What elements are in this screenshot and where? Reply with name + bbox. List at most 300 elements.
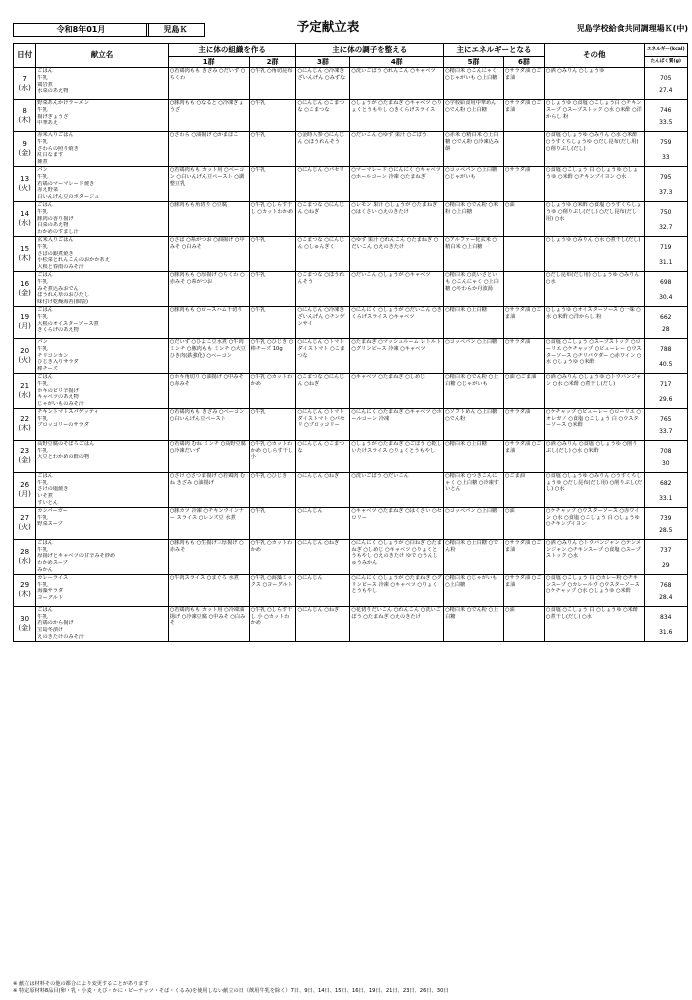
energy-value: 765 — [660, 415, 672, 423]
protein-value: 40.5 — [659, 361, 673, 369]
g3-ingredients-cell: ○にんじん ○冷凍きざいんげん ○チンゲンサイ — [296, 306, 350, 338]
nutrition-cell — [644, 373, 687, 408]
nutrition-cell — [644, 539, 687, 574]
nutrition-cell — [644, 606, 687, 641]
g2-ingredients-cell: ○牛乳 — [249, 306, 296, 338]
g1-ingredients-cell: ○牛肉スライス ○まぐろ 水煮 — [168, 574, 249, 606]
day-number: 29 — [20, 581, 30, 590]
protein-value: 27.4 — [659, 87, 673, 95]
menu-table-body — [14, 68, 688, 642]
menu-name-header: 献立名 — [36, 44, 168, 68]
g2-ingredients-cell: ○牛乳 ○カットわかめ ○しらす干し 小 — [249, 440, 296, 472]
menu-item: 牛乳 — [37, 345, 48, 352]
g5-ingredients-cell: ○精白米 ○上白糖 — [444, 306, 504, 338]
other-ingredients-cell: ○食塩 ○しょうゆ ○みりん ○うすくちしょうゆ ○だし昆布(だし用) ○削りぶし(だし) ○水 — [544, 472, 644, 507]
g4-ingredients-cell: ○だいこん ○ゆず 果汁 ○ごぼう — [350, 132, 444, 167]
menu-item: わかめのすまし汁 — [37, 229, 79, 236]
g4-ingredients-cell: ○にんにく ○しょうが ○だいこん ○きくらげスライス ○キャベツ — [350, 306, 444, 338]
menu-item: さけの塩焼き — [37, 486, 69, 493]
g6-ingredients-cell: ○サラダ油 ○ごま油 — [503, 100, 544, 132]
day-of-week: (金) — [18, 456, 31, 465]
document-header — [0, 0, 692, 34]
menu-item: 牛乳 — [37, 278, 48, 285]
nutrition-cell — [644, 472, 687, 507]
menu-names-cell — [36, 132, 168, 167]
menu-names-cell — [36, 68, 168, 100]
menu-item: 牛乳 — [37, 208, 48, 215]
g3-ingredients-cell: ○こまつな ○にんじん ○しゅんぎく — [296, 236, 350, 271]
nutrition-cell — [644, 100, 687, 132]
date-cell — [14, 606, 36, 641]
menu-names-cell — [36, 373, 168, 408]
menu-names-cell — [36, 271, 168, 306]
menu-item: 野菜スープ — [37, 521, 63, 528]
menu-item: ごはん — [37, 373, 53, 380]
table-row — [14, 606, 688, 641]
g3-ingredients-cell: ○こまつな ○にんじん ○ねぎ — [296, 201, 350, 236]
g5-ingredients-cell: ○精白米 ○でん粉 ○上白糖 ○じゃがいも — [444, 373, 504, 408]
day-number: 23 — [20, 447, 30, 456]
g2-ingredients-cell: ○牛乳 ○カットわかめ — [249, 539, 296, 574]
other-ingredients-cell: ○食塩 ○こしょう 白 ○しょうゆ ○米酢 ○煮干し(だし) ○水 — [544, 606, 644, 641]
g4-ingredients-cell: ○しょうが ○たまねぎ ○キャベツ ○りょくとうもやし ○きくらげスライス — [350, 100, 444, 132]
g5-ingredients-cell: ○アルファー化玄米 ○精白米 ○上白糖 — [444, 236, 504, 271]
menu-item: 大根と春雨のみそ汁 — [37, 264, 84, 271]
menu-names-cell — [36, 507, 168, 539]
kitchen-name: 児島学校給食共同調理場Ｋ(中) — [576, 24, 688, 33]
day-of-week: (金) — [18, 288, 31, 297]
g3-ingredients-cell: ○にんじん — [296, 507, 350, 539]
g5-ingredients-cell: ○コッペパン ○上白糖 ○じゃがいも — [444, 166, 504, 201]
g1-ingredients-cell: ○若鶏肉もも きざみ ○だいず ○ちくわ — [168, 68, 249, 100]
table-row — [14, 100, 688, 132]
nutrition-cell — [644, 68, 687, 100]
g4-ingredients-cell: ○花切りだいこん ○れんこん ○洗いごぼう ○たまねぎ ○えのきたけ — [350, 606, 444, 641]
group-condition-header: 主に体の調子を整える — [296, 44, 444, 57]
g4-ingredients-cell: ○レモン 果汁 ○しょうが ○たまねぎ ○はくさい ○えのきたけ — [350, 201, 444, 236]
g4-header: 4群 — [350, 57, 444, 68]
menu-item: 揚げぎょうざ — [37, 113, 69, 120]
g5-ingredients-cell: ○ソフトめん ○上白糖 ○でん粉 — [444, 408, 504, 440]
other-ingredients-cell: ○食塩 ○こしょう ○スープストック ○ローリエ ○ケチャップ ○ピューレー ○ウスターソース ○チリパウダー ○赤ワイン ○水 ○しょうゆ ○米酢 — [544, 338, 644, 373]
date-cell — [14, 574, 36, 606]
protein-value: 28.5 — [659, 527, 673, 535]
day-number: 16 — [20, 279, 30, 288]
g2-ingredients-cell: ○牛乳 — [249, 100, 296, 132]
day-number: 27 — [20, 514, 30, 523]
g6-ingredients-cell: ○サラダ油 ○ごま油 — [503, 440, 544, 472]
g4-ingredients-cell: ○にんにく ○しょうが ○白ねぎ ○たまねぎ ○しめじ ○キャベツ ○りょくとうもやし ○えのきたけ ゆで ○うんしゅうみかん — [350, 539, 444, 574]
nutrition-cell — [644, 132, 687, 167]
day-of-week: (月) — [18, 322, 31, 331]
menu-item: 牛乳 — [37, 313, 48, 320]
other-ingredients-cell: ○酒 ○みりん ○食塩 ○しょうゆ ○削りぶし(だし) ○水 ○米酢 — [544, 440, 644, 472]
date-cell — [14, 408, 36, 440]
g5-ingredients-cell: ○精白米 ○でん粉 ○上白糖 — [444, 606, 504, 641]
date-cell — [14, 440, 36, 472]
day-of-week: (木) — [18, 253, 31, 262]
menu-item: 牛乳 — [37, 74, 48, 81]
energy-value: 768 — [660, 581, 672, 589]
g3-ingredients-cell: ○にんじん — [296, 574, 350, 606]
menu-item: 紅白なます — [37, 152, 64, 159]
menu-item: 玄米入りごはん — [37, 236, 74, 243]
table-row — [14, 271, 688, 306]
g5-ingredients-cell: ○精白米 ○上白糖 ○でん粉 — [444, 539, 504, 574]
menu-item: 雑煮 — [37, 159, 48, 166]
g3-ingredients-cell: ○にんじん ○トマトダイストマト ○パセリ ○ブロッコリー — [296, 408, 350, 440]
menu-table — [13, 43, 688, 642]
menu-names-cell — [36, 539, 168, 574]
day-of-week: (木) — [18, 115, 31, 124]
energy-value: 788 — [660, 345, 672, 353]
menu-item: 大豆とわかめの酢の物 — [37, 454, 90, 461]
menu-item: カレーライス — [37, 574, 69, 581]
nutrition-cell — [644, 201, 687, 236]
energy-value: 708 — [660, 447, 672, 455]
g5-ingredients-cell: ○コッペパン ○上白糖 — [444, 338, 504, 373]
g6-ingredients-cell: ○サラダ油 — [503, 408, 544, 440]
protein-value: 28 — [661, 326, 670, 334]
g1-ingredients-cell: ○豚肉もも角切り ○豆腐 — [168, 201, 249, 236]
g5-ingredients-cell: ○精白米 ○洗いさといも ○こんにゃく ○上白糖 ○やわらか丹波湯 — [444, 271, 504, 306]
g4-ingredients-cell: ○ゆず 果汁 ○れんこん ○たまねぎ ○だいこん ○えのきたけ — [350, 236, 444, 271]
g5-header: 5群 — [444, 57, 504, 68]
g6-ingredients-cell: ○サラダ油 ○ごま油 — [503, 306, 544, 338]
date-cell — [14, 201, 36, 236]
table-row — [14, 68, 688, 100]
menu-item: 野菜あんかけラーメン — [37, 100, 89, 106]
menu-item: きくらげのあえ物 — [37, 327, 79, 334]
g6-ingredients-cell: ○油 — [503, 201, 544, 236]
nutrition-cell — [644, 507, 687, 539]
menu-item: ごはん — [37, 271, 53, 278]
date-cell — [14, 472, 36, 507]
day-of-week: (金) — [18, 623, 31, 632]
menu-item: 牛乳 — [37, 415, 48, 422]
g1-ingredients-cell: ○若鶏肉もも きざみ ○ベーコン ○白いんげん豆ペースト — [168, 408, 249, 440]
energy-value: 662 — [660, 313, 672, 321]
g1-ingredients-cell: ○だいず ○ひよこ豆水煮 ○牛肉ミンチ ○豚肉もも ミンチ ○大豆ひき肉(鉄強化) ○ベーコン — [168, 338, 249, 373]
menu-item: 水菜のあえ物 — [37, 88, 69, 95]
g4-ingredients-cell: ○洗いごぼう ○れんこん ○キャベツ — [350, 68, 444, 100]
energy-value: 682 — [660, 479, 672, 487]
date-cell — [14, 132, 36, 167]
g2-ingredients-cell: ○牛乳 ○しらす干し 小 ○カットわかめ — [249, 606, 296, 641]
day-of-week: (水) — [18, 556, 31, 565]
g6-ingredients-cell: ○ごま油 — [503, 472, 544, 507]
g3-ingredients-cell: ○にんじん ○パセリ — [296, 166, 350, 201]
menu-names-cell — [36, 574, 168, 606]
table-row — [14, 440, 688, 472]
g2-ingredients-cell: ○牛乳 — [249, 132, 296, 167]
day-number: 28 — [20, 547, 30, 556]
g4-ingredients-cell: ○しょうが ○たまねぎ ○ごぼう ○乾しいたけスライス ○りょくとうもやし — [350, 440, 444, 472]
g1-ingredients-cell: ○豚肉もも ○生揚げ三厚揚げ ○赤みそ — [168, 539, 249, 574]
table-row — [14, 201, 688, 236]
menu-item: パン — [37, 338, 48, 345]
protein-value: 31.6 — [659, 629, 673, 637]
g5-ingredients-cell: ○精白米 ○つきこんにゃく ○上白糖 ○冷凍すいとん — [444, 472, 504, 507]
menu-names-cell — [36, 100, 168, 132]
g5-ingredients-cell: ○精白米 ○上白糖 — [444, 440, 504, 472]
date-cell — [14, 306, 36, 338]
energy-value: 795 — [660, 173, 672, 181]
nutrition-cell — [644, 408, 687, 440]
menu-item: 牛乳 — [37, 380, 48, 387]
other-ingredients-cell: ○酒 ○みりん ○しょうゆ ○トウバンジャン ○水 ○米酢 ○煮干し(だし) — [544, 373, 644, 408]
menu-item: ホキのピリ辛揚げ — [37, 387, 79, 394]
g2-ingredients-cell: ○牛乳 — [249, 507, 296, 539]
g3-ingredients-cell: ○にんじん ○ねぎ — [296, 472, 350, 507]
day-number: 8 — [22, 106, 27, 115]
day-number: 21 — [20, 381, 30, 390]
menu-item: みかん — [37, 567, 53, 574]
table-row — [14, 539, 688, 574]
menu-item: 白菜のあえ物 — [37, 222, 69, 229]
g6-header: 6群 — [503, 57, 544, 68]
g5-ingredients-cell: ○精白米 ○こんにゃく ○じゃがいも ○上白糖 — [444, 68, 504, 100]
energy-value: 746 — [660, 107, 672, 114]
date-cell — [14, 100, 36, 132]
g3-ingredients-cell: ○にんじん ○ねぎ — [296, 539, 350, 574]
protein-value: 33.1 — [659, 495, 673, 503]
other-ingredients-cell: ○食塩 ○しょうゆ ○みりん ○水 ○米酢 ○うすくちしょうゆ ○だし昆布(だし用) ○削りぶし(だし) — [544, 132, 644, 167]
protein-value: 33.5 — [659, 119, 673, 127]
energy-header: エネルギー(kcal) — [644, 44, 687, 57]
menu-item: 厚揚げとキャベツの甘辛みそ炒め — [37, 553, 116, 560]
menu-item: ごはん — [37, 472, 53, 479]
other-ingredients-cell: ○酒 ○みりん ○トウバンジャン ○テンメンジャン ○チキンスープ ○食塩 ○スープストック ○水 — [544, 539, 644, 574]
menu-item: えのきたけのみそ汁 — [37, 634, 84, 641]
menu-item: いそ煮 — [37, 493, 53, 500]
footnote: ※ 献立は材料その他の都合により変更することがあります — [13, 981, 149, 987]
energy-value: 834 — [660, 613, 672, 621]
school-label: 児島Ｋ — [146, 23, 205, 37]
date-cell — [14, 236, 36, 271]
g4-ingredients-cell: ○キャベツ ○たまねぎ ○しめじ — [350, 373, 444, 408]
footnotes — [13, 981, 449, 995]
menu-item: ブロッコリーのサラダ — [37, 422, 89, 429]
menu-item: 若鶏のマーマレード焼き — [37, 180, 95, 187]
day-of-week: (金) — [18, 148, 31, 157]
menu-item: 高野豆腐のそぼろごはん — [37, 440, 95, 447]
g5-ingredients-cell: ○学校給食用中華めん ○でん粉 ○上白糖 — [444, 100, 504, 132]
other-ingredients-cell: ○食塩 ○こしょう 白 ○カレー粉 ○チキンスープ ○カレールウ ○ウスターソース ○ケチャップ ○水 ○しょうゆ ○米酢 — [544, 574, 644, 606]
g1-ingredients-cell: ○豚カツ 冷凍 ○チキンウインナー スライス ○レンズ豆 水煮 — [168, 507, 249, 539]
g2-ingredients-cell: ○牛乳 ○海藻ミックス ○ヨーグルト — [249, 574, 296, 606]
g2-ingredients-cell: ○牛乳 — [249, 166, 296, 201]
footnote: ※ 特定原材料8品目(卵・乳・小麦・えび・かに・ピーナッツ・そば・くるみ)を使用しない献立の日（飲用牛乳を除く）7日、9日、14日、15日、16日、19日、21日、23日、26日、30日 — [13, 988, 449, 994]
menu-names-cell — [36, 306, 168, 338]
menu-item: 棒チーズ — [37, 366, 58, 373]
g2-ingredients-cell: ○牛乳 ○カットわかめ — [249, 373, 296, 408]
day-of-week: (木) — [18, 590, 31, 599]
nutrition-cell — [644, 440, 687, 472]
menu-item: さばの銀煮焼き — [37, 250, 74, 257]
protein-value: 33 — [661, 154, 670, 162]
menu-names-cell — [36, 166, 168, 201]
menu-item: 大根のオイスターソース煮 — [37, 320, 99, 327]
menu-names-cell — [36, 606, 168, 641]
day-number: 14 — [20, 209, 30, 218]
g1-ingredients-cell: ○さわら ○油揚げ ○かまぼこ — [168, 132, 249, 167]
day-of-week: (水) — [18, 83, 31, 92]
other-ingredients-cell: ○しょうゆ ○みりん ○水 ○煮干し(だし) — [544, 236, 644, 271]
group-body-header: 主に体の組織を作る — [168, 44, 296, 57]
menu-item: 赤米入りごはん — [37, 132, 74, 138]
g2-header: 2群 — [249, 57, 296, 68]
group-energy-header: 主にエネルギーとなる — [444, 44, 545, 57]
menu-item: 牛乳 — [37, 546, 48, 553]
g5-ingredients-cell: ○精白米 ○じゃがいも ○上白糖 — [444, 574, 504, 606]
protein-value: 30.4 — [659, 294, 673, 302]
menu-item: 豚肉の香り揚げ — [37, 215, 74, 222]
menu-item: ほうれん草のおひたし — [37, 292, 90, 299]
menu-item: 中華あえ — [37, 120, 59, 127]
g1-ingredients-cell: ○ホキ角切り ○油揚げ ○中みそ ○赤みそ — [168, 373, 249, 408]
day-of-week: (火) — [18, 183, 31, 192]
nutrition-cell — [644, 166, 687, 201]
g6-ingredients-cell — [503, 271, 544, 306]
g2-ingredients-cell: ○牛乳 — [249, 271, 296, 306]
g6-ingredients-cell: ○サラダ油 ○ごま油 — [503, 539, 544, 574]
other-ingredients-cell: ○だし昆布(だし用) ○しょうゆ ○みりん ○水 — [544, 271, 644, 306]
menu-item: ごはん — [37, 201, 53, 208]
menu-names-cell — [36, 201, 168, 236]
menu-item: ヨーグルト — [37, 595, 64, 602]
other-ingredients-cell: ○酒 ○みりん ○しょうゆ — [544, 68, 644, 100]
nutrition-cell — [644, 236, 687, 271]
g6-ingredients-cell: ○油 — [503, 507, 544, 539]
menu-item: みそ煮込みおでん — [37, 285, 79, 292]
date-cell — [14, 271, 36, 306]
energy-value: 750 — [660, 208, 672, 216]
g3-ingredients-cell: ○こまつな ○にんじん ○ねぎ — [296, 373, 350, 408]
g1-ingredients-cell: ○若鶏肉もも カット用 ○ベーコン ○白いんげん豆ペースト ○調整豆乳 — [168, 166, 249, 201]
day-number: 30 — [20, 614, 30, 623]
table-row — [14, 236, 688, 271]
g2-ingredients-cell: ○牛乳 — [249, 408, 296, 440]
g1-ingredients-cell: ○豚肉もも ○厚揚げ ○ちくわ ○赤みそ ○糸がつお — [168, 271, 249, 306]
menu-item: キャベツのあえ物 — [37, 394, 79, 401]
other-header: その他 — [544, 44, 644, 68]
day-of-week: (月) — [18, 489, 31, 498]
g5-ingredients-cell: ○赤米 ○精白米 ○上白糖 ○でん粉 ○冷凍込み餅 — [444, 132, 504, 167]
other-ingredients-cell: ○しょうゆ ○オイスターソース ○一味 ○水 ○米酢 ○洋からし 粉 — [544, 306, 644, 338]
energy-value: 759 — [660, 139, 672, 146]
other-ingredients-cell: ○食塩 ○こしょう 白 ○しょうゆ ○しょうゆ ○米酢 ○チキンブイヨン ○水 — [544, 166, 644, 201]
menu-item: 牛乳 — [37, 173, 48, 180]
g2-ingredients-cell: ○牛乳 ○ひじき ○棒チーズ 10g — [249, 338, 296, 373]
g4-ingredients-cell: ○マーマレード ○にんにく ○キャベツ ○ホールコーン 冷凍 ○たまねぎ — [350, 166, 444, 201]
g1-header: 1群 — [168, 57, 249, 68]
day-number: 13 — [20, 174, 30, 183]
table-row — [14, 166, 688, 201]
g3-ingredients-cell: ○にんじん ○こまつな ○こまつな — [296, 100, 350, 132]
energy-value: 737 — [660, 546, 672, 554]
date-cell — [14, 507, 36, 539]
day-number: 9 — [22, 139, 27, 148]
g6-ingredients-cell: ○サラダ油 — [503, 338, 544, 373]
menu-item: 海藻サラダ — [37, 588, 64, 595]
table-row — [14, 132, 688, 167]
g2-ingredients-cell: ○牛乳 ○ひじき — [249, 472, 296, 507]
menu-item: カンパーガー — [37, 507, 68, 514]
other-ingredients-cell: ○ケチャップ ○ウスターソース ○赤ワイン ○水 ○食塩 ○こしょう 白 ○しょうゆ ○チキンブイヨン — [544, 507, 644, 539]
g6-ingredients-cell: ○油 — [503, 606, 544, 641]
g6-ingredients-cell: ○油 ○ごま油 — [503, 373, 544, 408]
g1-ingredients-cell: ○若鶏肉 むね ミンチ ○高野豆腐 ○冷凍だいず — [168, 440, 249, 472]
nutrition-cell — [644, 306, 687, 338]
menu-item: 赤え野菜 — [37, 187, 59, 194]
table-row — [14, 408, 688, 440]
menu-item: 牛乳 — [37, 479, 48, 486]
g1-ingredients-cell: ○さば ○糸がつお ○油揚げ ○中みそ ○白みそ — [168, 236, 249, 271]
protein-header: たんぱく質(g) — [644, 57, 687, 68]
g1-ingredients-cell: ○さけ ○さつま揚げ ○若鶏肉 むね きざみ ○油揚げ — [168, 472, 249, 507]
protein-value: 32.7 — [659, 224, 673, 232]
table-row — [14, 338, 688, 373]
g6-ingredients-cell: ○サラダ油 ○ごま油 — [503, 68, 544, 100]
nutrition-cell — [644, 271, 687, 306]
menu-item: 牛乳 — [37, 138, 48, 145]
date-cell — [14, 373, 36, 408]
day-of-week: (木) — [18, 424, 31, 433]
menu-item: ひじき入りサラダ — [37, 359, 79, 366]
table-row — [14, 574, 688, 606]
menu-item: チキントマトスパゲッティ — [37, 408, 99, 415]
menu-names-cell — [36, 472, 168, 507]
menu-item: わかめスープ — [37, 560, 68, 567]
month-label: 令和8年01月 — [13, 23, 149, 37]
g3-header: 3群 — [296, 57, 350, 68]
g3-ingredients-cell: ○金時人参 ○にんじん ○ほうれんそう — [296, 132, 350, 167]
other-ingredients-cell: ○しょうゆ ○食塩 ○こしょう白 ○チキンスープ ○スープストック ○水 ○米酢 ○洋からし 粉 — [544, 100, 644, 132]
g3-ingredients-cell: ○にんじん ○冷凍きざいんげん ○みずな — [296, 68, 350, 100]
day-number: 19 — [20, 313, 30, 322]
energy-value: 717 — [660, 380, 672, 388]
protein-value: 33.7 — [659, 428, 673, 436]
g1-ingredients-cell: ○豚肉もも ○ロースハム千切り — [168, 306, 249, 338]
g4-ingredients-cell: ○にんにく ○たまねぎ ○キャベツ ○ホールコーン 冷凍 — [350, 408, 444, 440]
g4-ingredients-cell: ○にんにく ○しょうが ○たまねぎ ○グリンピース 冷凍 ○キャベツ ○りょくとうもやし — [350, 574, 444, 606]
table-row — [14, 373, 688, 408]
g5-ingredients-cell: ○精白米 ○でん粉 ○米粉 ○上白糖 — [444, 201, 504, 236]
menu-names-cell — [36, 236, 168, 271]
menu-item: 白いんげん豆のポタージュ — [37, 194, 100, 201]
menu-item: ごはん — [37, 68, 53, 74]
menu-item: ごはん — [37, 539, 53, 546]
menu-item: 牛乳 — [37, 613, 48, 620]
g1-ingredients-cell: ○豚肉もも ○なると ○冷凍ぎょうざ — [168, 100, 249, 132]
menu-names-cell — [36, 408, 168, 440]
menu-item: 牛乳 — [37, 581, 48, 588]
g3-ingredients-cell: ○こまつな ○ほうれんそう — [296, 271, 350, 306]
day-of-week: (水) — [18, 390, 31, 399]
g5-ingredients-cell: ○コッペパン ○上白糖 — [444, 507, 504, 539]
other-ingredients-cell: ○しょうゆ ○米酢 ○食塩 ○うすくちしょうゆ ○削りぶし(だし) ○だし昆布(だし用) ○水 — [544, 201, 644, 236]
day-number: 26 — [20, 480, 30, 489]
g6-ingredients-cell: ○サラダ油 — [503, 166, 544, 201]
table-row — [14, 472, 688, 507]
menu-item: パン — [37, 166, 48, 173]
menu-item: 味付け乾燥海苔(個袋) — [37, 299, 89, 306]
menu-item: 鶏岩煮 — [37, 81, 53, 88]
g4-ingredients-cell: ○だいこん ○しょうが ○キャベツ — [350, 271, 444, 306]
menu-item: すいとん — [37, 500, 59, 507]
menu-item: 宝島冬漬け — [37, 627, 64, 634]
